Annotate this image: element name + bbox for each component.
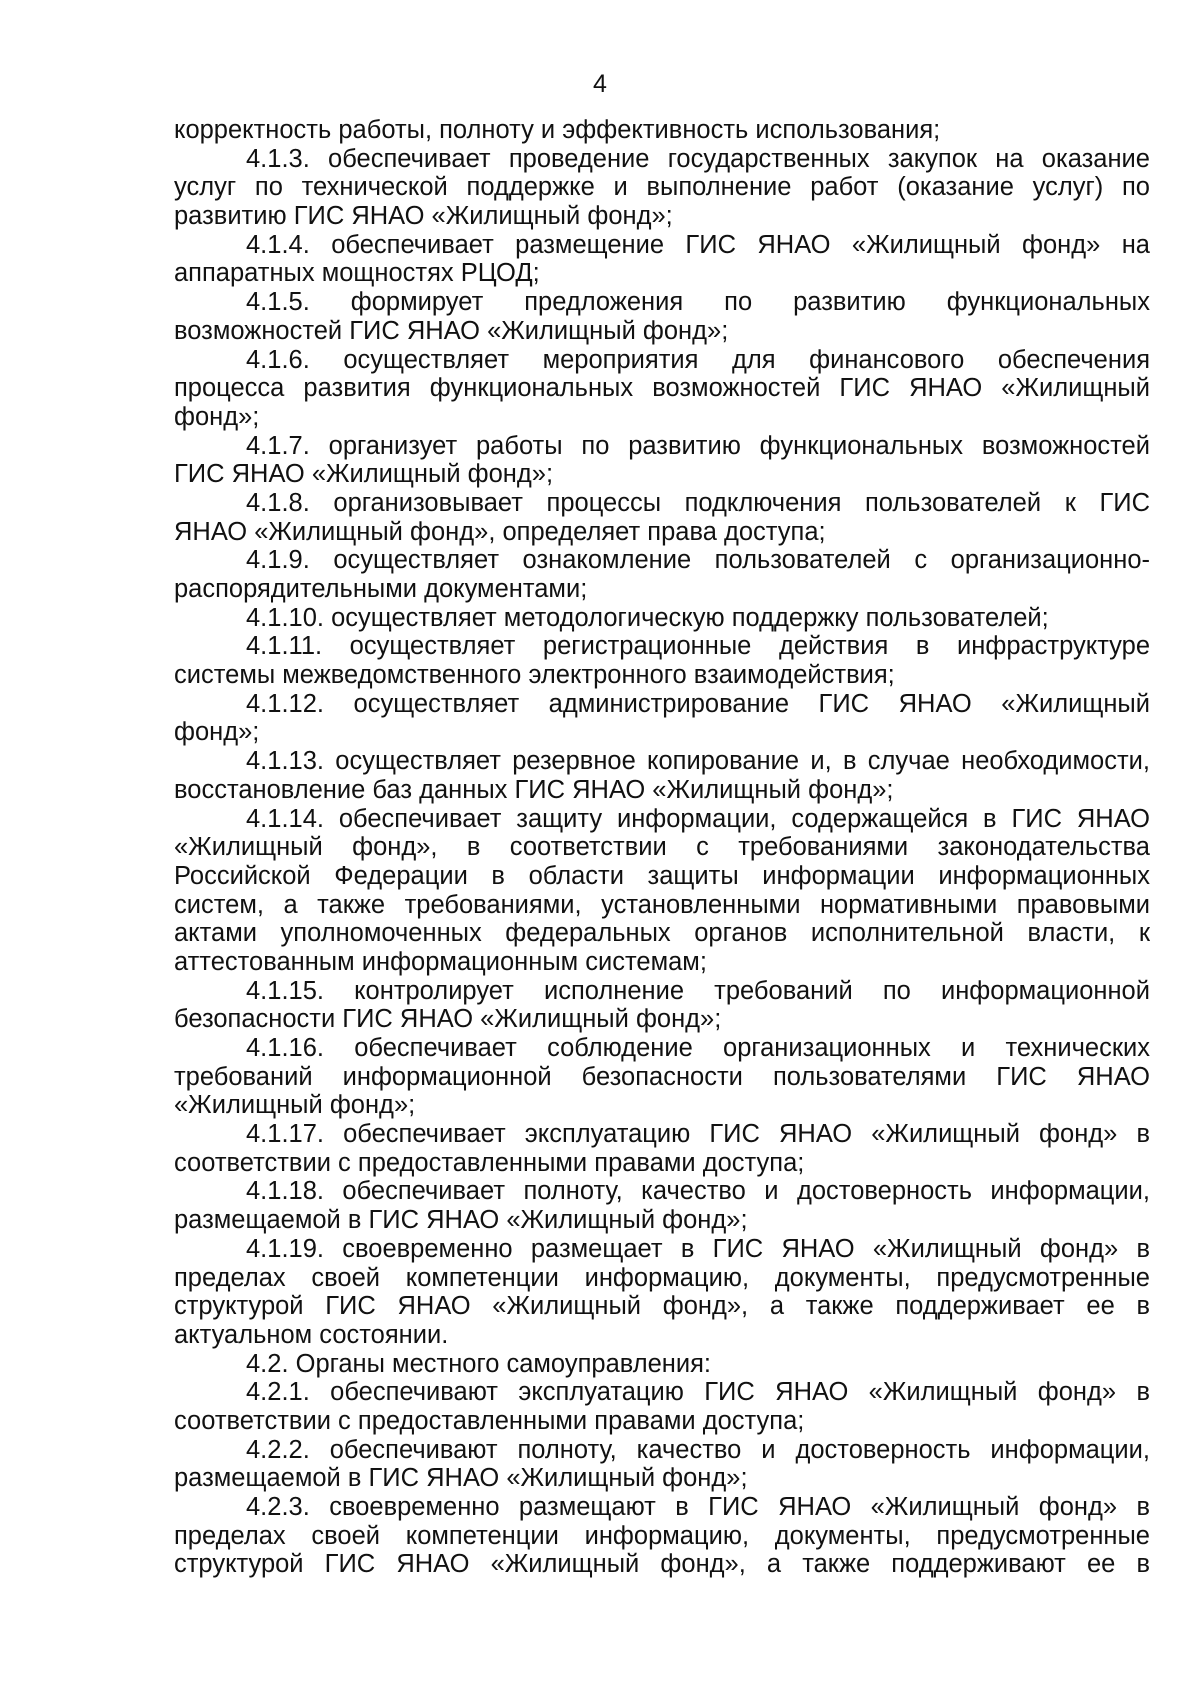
text-line: безопасности ГИС ЯНАО «Жилищный фонд»;: [174, 1005, 722, 1034]
text-line: требований информационной безопасности пользователями ГИС ЯНАО: [174, 1062, 1150, 1091]
paragraph-first-line: 4.1.8. организовывает процессы подключения пользователей к ГИС: [246, 488, 1150, 517]
text-line: восстановление баз данных ГИС ЯНАО «Жилищный фонд»;: [174, 775, 894, 804]
text-line: процесса развития функциональных возможностей ГИС ЯНАО «Жилищный: [174, 374, 1150, 403]
paragraph-first-line: 4.1.6. осуществляет мероприятия для финансового обеспечения: [246, 345, 1150, 374]
text-line: размещаемой в ГИС ЯНАО «Жилищный фонд»;: [174, 1464, 748, 1493]
text-line: соответствии с предоставленными правами доступа;: [174, 1148, 805, 1177]
paragraph-first-line: 4.2.3. своевременно размещают в ГИС ЯНАО «Жилищный фонд» в: [246, 1493, 1150, 1521]
text-line: ГИС ЯНАО «Жилищный фонд»;: [174, 460, 554, 489]
text-line: системы межведомственного электронного взаимодействия;: [174, 661, 895, 690]
paragraph-first-line: 4.1.15. контролирует исполнение требований по информационной: [246, 976, 1150, 1005]
text-line: соответствии с предоставленными правами доступа;: [174, 1406, 805, 1435]
paragraph-first-line: 4.1.12. осуществляет администрирование ГИС ЯНАО «Жилищный: [246, 689, 1150, 718]
text-line: аппаратных мощностях РЦОД;: [174, 259, 540, 288]
paragraph-first-line: 4.2. Органы местного самоуправления:: [246, 1349, 711, 1378]
text-line: распорядительными документами;: [174, 575, 588, 603]
paragraph-first-line: 4.1.4. обеспечивает размещение ГИС ЯНАО «Жилищный фонд» на: [246, 230, 1150, 259]
paragraph-first-line: 4.2.2. обеспечивают полноту, качество и достоверность информации,: [246, 1435, 1150, 1464]
page-number: 4: [593, 70, 607, 98]
paragraph-first-line: 4.1.14. обеспечивает защиту информации, содержащейся в ГИС ЯНАО: [246, 804, 1150, 833]
paragraph-first-line: 4.1.16. обеспечивает соблюдение организационных и технических: [246, 1034, 1150, 1062]
paragraph-first-line: 4.1.11. осуществляет регистрационные действия в инфраструктуре: [246, 632, 1150, 661]
text-line: фонд»;: [174, 718, 260, 747]
text-line: пределах своей компетенции информацию, документы, предусмотренные: [174, 1521, 1150, 1550]
text-line: «Жилищный фонд», в соответствии с требованиями законодательства: [174, 833, 1150, 862]
paragraph-first-line: 4.1.19. своевременно размещает в ГИС ЯНАО «Жилищный фонд» в: [246, 1234, 1150, 1263]
paragraph-first-line: 4.1.10. осуществляет методологическую поддержку пользователей;: [246, 603, 1049, 632]
text-line: фонд»;: [174, 402, 260, 431]
text-line: корректность работы, полноту и эффективность использования;: [174, 116, 941, 144]
text-line: структурой ГИС ЯНАО «Жилищный фонд», а также поддерживают ее в: [174, 1550, 1150, 1579]
text-line: возможностей ГИС ЯНАО «Жилищный фонд»;: [174, 316, 729, 345]
paragraph-first-line: 4.1.3. обеспечивает проведение государственных закупок на оказание: [246, 144, 1150, 173]
text-line: актуальном состоянии.: [174, 1320, 449, 1349]
text-line: ЯНАО «Жилищный фонд», определяет права доступа;: [174, 517, 826, 546]
paragraph-first-line: 4.1.9. осуществляет ознакомление пользователей с организационно-: [246, 546, 1150, 575]
text-line: размещаемой в ГИС ЯНАО «Жилищный фонд»;: [174, 1206, 748, 1235]
text-line: структурой ГИС ЯНАО «Жилищный фонд», а также поддерживает ее в: [174, 1292, 1150, 1321]
text-line: пределах своей компетенции информацию, документы, предусмотренные: [174, 1263, 1150, 1292]
text-line: развитию ГИС ЯНАО «Жилищный фонд»;: [174, 202, 673, 231]
document-body: [174, 116, 1150, 1579]
text-line: услуг по технической поддержке и выполнение работ (оказание услуг) по: [174, 173, 1150, 202]
paragraph-first-line: 4.1.18. обеспечивает полноту, качество и достоверность информации,: [246, 1177, 1150, 1206]
text-line: Российской Федерации в области защиты информации информационных: [174, 861, 1150, 890]
text-line: актами уполномоченных федеральных органов исполнительной власти, к: [174, 919, 1150, 948]
paragraph-first-line: 4.1.17. обеспечивает эксплуатацию ГИС ЯНАО «Жилищный фонд» в: [246, 1120, 1150, 1149]
text-line: «Жилищный фонд»;: [174, 1091, 416, 1120]
text-line: систем, а также требованиями, установленными нормативными правовыми: [174, 890, 1150, 919]
paragraph-first-line: 4.1.13. осуществляет резервное копирование и, в случае необходимости,: [246, 747, 1150, 776]
paragraph-first-line: 4.2.1. обеспечивают эксплуатацию ГИС ЯНАО «Жилищный фонд» в: [246, 1378, 1150, 1407]
paragraph-first-line: 4.1.5. формирует предложения по развитию функциональных: [246, 288, 1150, 317]
text-line: аттестованным информационным системам;: [174, 947, 707, 976]
paragraph-first-line: 4.1.7. организует работы по развитию функциональных возможностей: [246, 431, 1150, 460]
